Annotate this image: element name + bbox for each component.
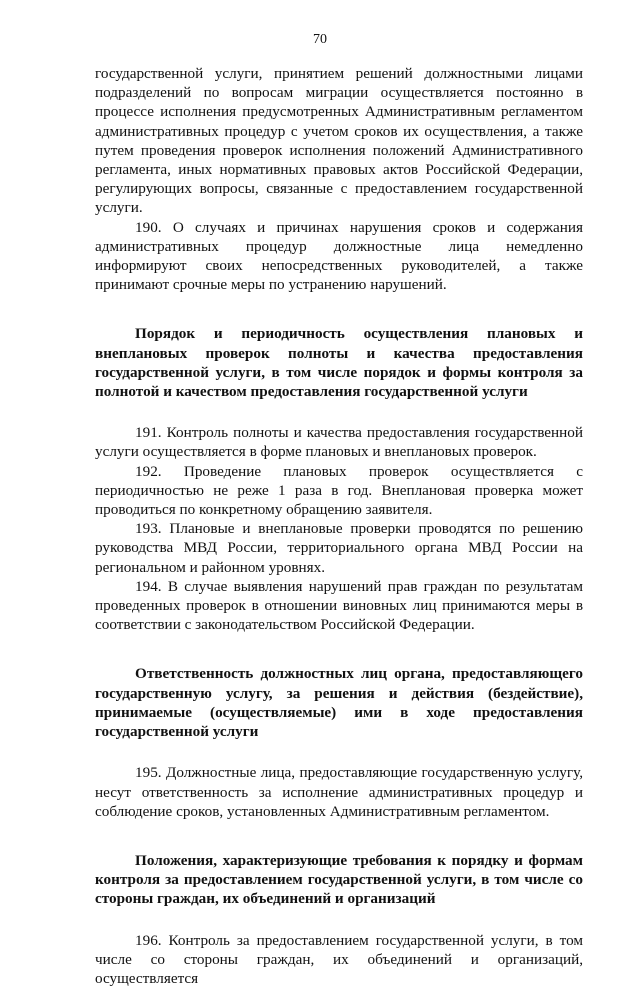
document-body xyxy=(95,64,583,988)
paragraph-194: 194. В случае выявления нарушений прав граждан по результатам проведенных проверок в отношении виновных лиц принимаются меры в соответствии с законодательством Российской Федерации. xyxy=(95,577,583,634)
paragraph-190: 190. О случаях и причинах нарушения сроков и содержания административных процедур должностные лица немедленно информируют своих непосредственных руководителей, а также принимают срочные меры по устранению нарушений. xyxy=(95,218,583,294)
section-heading-inspections: Порядок и периодичность осуществления плановых и внеплановых проверок полноты и качества предоставления государственной услуги, в том числе порядок и формы контроля за полнотой и качеством предоставления государственной услуги xyxy=(95,325,583,401)
page-number: 70 xyxy=(313,32,327,47)
section-heading-public-control: Положения, характеризующие требования к порядку и формам контроля за предоставлением государственной услуги, в том числе со стороны граждан, их объединений и организаций xyxy=(95,851,583,908)
paragraph-192: 192. Проведение плановых проверок осуществляется с периодичностью не реже 1 раза в год. Внеплановая проверка может проводиться по конкретному обращению заявителя. xyxy=(95,462,583,519)
paragraph-continuation: государственной услуги, принятием решений должностными лицами подразделений по вопросам миграции осуществляется постоянно в процессе исполнения предусмотренных Административным регламентом административных процедур с учетом сроков их осуществления, а также путем проведения проверок исполнения положений Административного регламента, иных нормативных правовых актов Российской Федерации, регулирующих вопросы, связанные с предоставлением государственной услуги. xyxy=(95,65,583,217)
paragraph-195: 195. Должностные лица, предоставляющие государственную услугу, несут ответственность за исполнение административных процедур и соблюдение сроков, установленных Административным регламентом. xyxy=(95,764,583,820)
paragraph-191: 191. Контроль полноты и качества предоставления государственной услуги осуществляется в форме плановых и внеплановых проверок. xyxy=(95,424,583,461)
section-heading-responsibility: Ответственность должностных лиц органа, предоставляющего государственную услугу, за решения и действия (бездействие), принимаемые (осуществляемые) ими в ходе предоставления государственной услуги xyxy=(95,665,583,741)
paragraph-193: 193. Плановые и внеплановые проверки проводятся по решению руководства МВД России, территориального органа МВД России на региональном и районном уровнях. xyxy=(95,520,583,576)
paragraph-196: 196. Контроль за предоставлением государственной услуги, в том числе со стороны граждан, их объединений и организаций, осуществляется xyxy=(95,931,583,987)
